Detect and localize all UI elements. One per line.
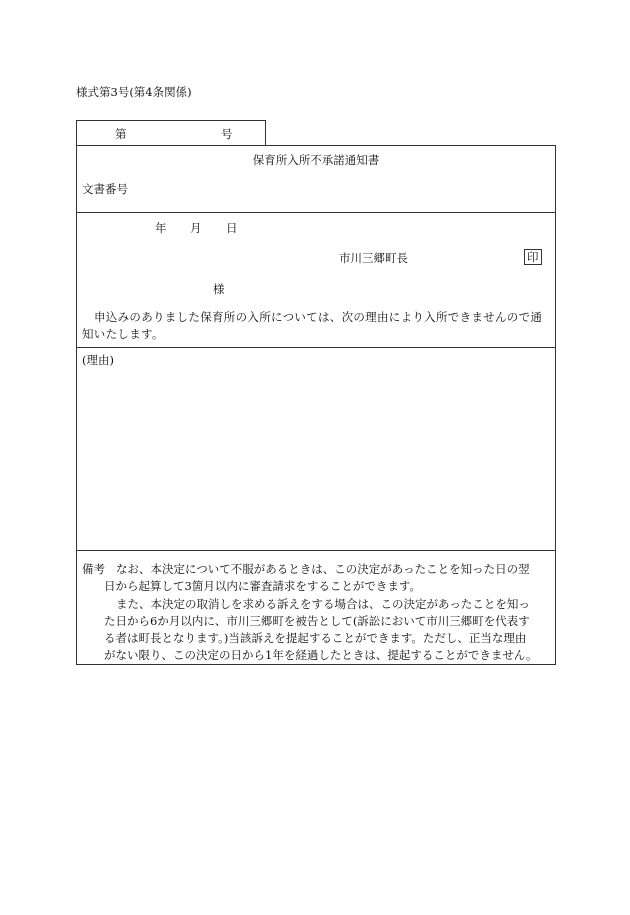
number-box bbox=[76, 120, 266, 146]
form-label: 様式第3号(第4条関係) bbox=[76, 85, 192, 99]
remarks-line-4: た日から6か月以内に、市川三郷町を被告として(訴訟において市川三郷町を代表す bbox=[104, 614, 530, 628]
remarks-line-6: がない限り、この決定の日から1年を経過したときは、提起することができません。 bbox=[104, 648, 538, 662]
document-title: 保育所入所不承諾通知書 bbox=[252, 153, 380, 167]
section-divider-3 bbox=[76, 550, 556, 551]
seal-mark bbox=[524, 249, 542, 265]
remarks-line-5: る者は町長となります。)当該訴えを提起することができます。ただし、正当な理由 bbox=[104, 631, 527, 645]
number-dai: 第 bbox=[115, 127, 127, 141]
seal-text: 印 bbox=[524, 249, 542, 265]
section-divider-2 bbox=[76, 347, 556, 348]
number-go: 号 bbox=[221, 127, 233, 141]
date-month: 月 bbox=[190, 221, 202, 235]
addressee-suffix: 様 bbox=[213, 282, 225, 296]
date-year: 年 bbox=[155, 221, 167, 235]
doc-number-label: 文書番号 bbox=[82, 182, 128, 196]
remarks-label: 備考 bbox=[82, 562, 105, 576]
remarks-line-3: また、本決定の取消しを求める訴えをする場合は、この決定があったことを知っ bbox=[116, 597, 530, 611]
remarks-line-1: なお、本決定について不服があるときは、この決定があったことを知った日の翌 bbox=[116, 562, 530, 576]
section-divider-1 bbox=[76, 212, 556, 213]
reason-label: (理由) bbox=[82, 353, 114, 367]
issuer-name: 市川三郷町長 bbox=[339, 251, 408, 265]
notice-body: 申込みのありました保育所の入所については、次の理由により入所できませんので通知いたします。 bbox=[82, 310, 543, 341]
remarks-line-2: 日から起算して3箇月以内に審査請求をすることができます。 bbox=[104, 579, 421, 593]
date-day: 日 bbox=[226, 221, 238, 235]
